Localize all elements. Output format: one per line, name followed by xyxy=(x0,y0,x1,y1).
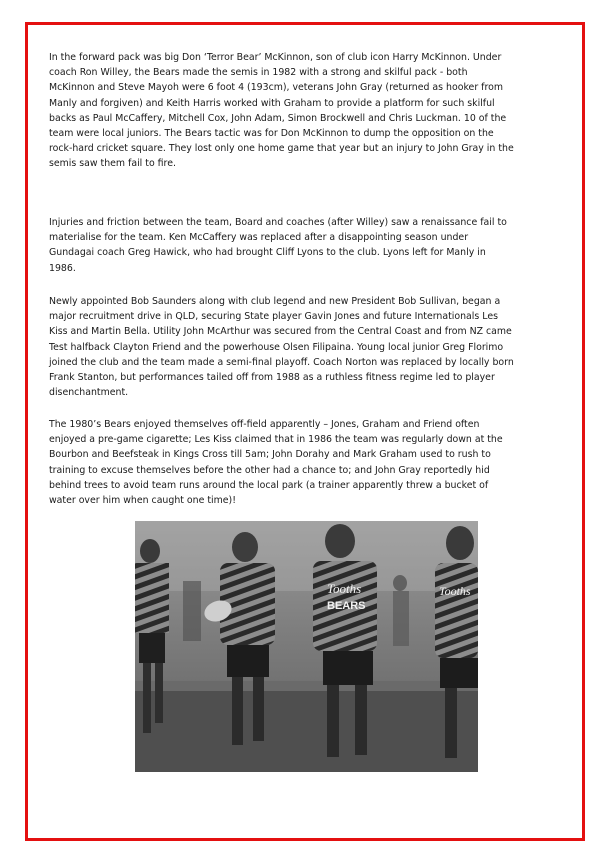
team-photo xyxy=(135,521,478,772)
jersey-team-text: BEARS xyxy=(327,600,366,612)
jersey-sponsor-text-right: Tooths xyxy=(439,584,471,598)
paragraph-off-field: The 1980’s Bears enjoyed themselves off-field apparently – Jones, Graham and Friend often enjoyed a pre-game cigarette; Les Kiss claimed that in 1986 the team was regularly down at the Bourbon and Beefsteak in Kings Cross till 5am; John Dorahy and Mark Graham used to rush to training to excuse themselves before the other had a chance to; and John Gray reportedly hid behind trees to avoid team runs around the local park (a trainer apparently threw a bucket of water over him when caught one time)! xyxy=(49,419,503,507)
jersey-sponsor-text: Tooths xyxy=(327,581,362,596)
paragraph-recruitment: Newly appointed Bob Saunders along with club legend and new President Bob Sullivan, began a major recruitment drive in QLD, securing State player Gavin Jones and future Internationals Les Kiss and Martin Bella. Utility John McArthur was secured from the Central Coast and from NZ came Test halfback Clayton Friend and the powerhouse Olsen Filipaina. Young local junior Greg Florimo joined the club and the team made a semi-final playoff. Coach Norton was replaced by locally born Frank Stanton, but performances tailed off from 1988 as a ruthless fitness regime led to player disenchantment. xyxy=(49,296,514,399)
paragraph-injuries: Injuries and friction between the team, Board and coaches (after Willey) saw a renaissance fail to materialise for the team. Ken McCaffery was replaced after a disappointing season under Gundagai coach Greg Hawick, who had brought Cliff Lyons to the club. Lyons left for Manly in 1986. xyxy=(49,217,507,274)
paragraph-forward-pack: In the forward pack was big Don ‘Terror Bear’ McKinnon, son of club icon Harry McKinnon. Under coach Ron Willey, the Bears made the semis in 1982 with a strong and skilful pack - both McKinnon and Steve Mayoh were 6 foot 4 (193cm), veterans John Gray (returned as hooker from Manly and forgiven) and Keith Harris worked with Graham to provide a platform for such skilful backs as Paul McCaffery, Mitchell Cox, John Adam, Simon Brockwell and Chris Luckman. 10 of the team were local juniors. The Bears tactic was for Don McKinnon to dump the opposition on the rock-hard cricket square. They lost only one home game that year but an injury to John Gray in the semis saw them fail to fire. xyxy=(49,52,514,170)
